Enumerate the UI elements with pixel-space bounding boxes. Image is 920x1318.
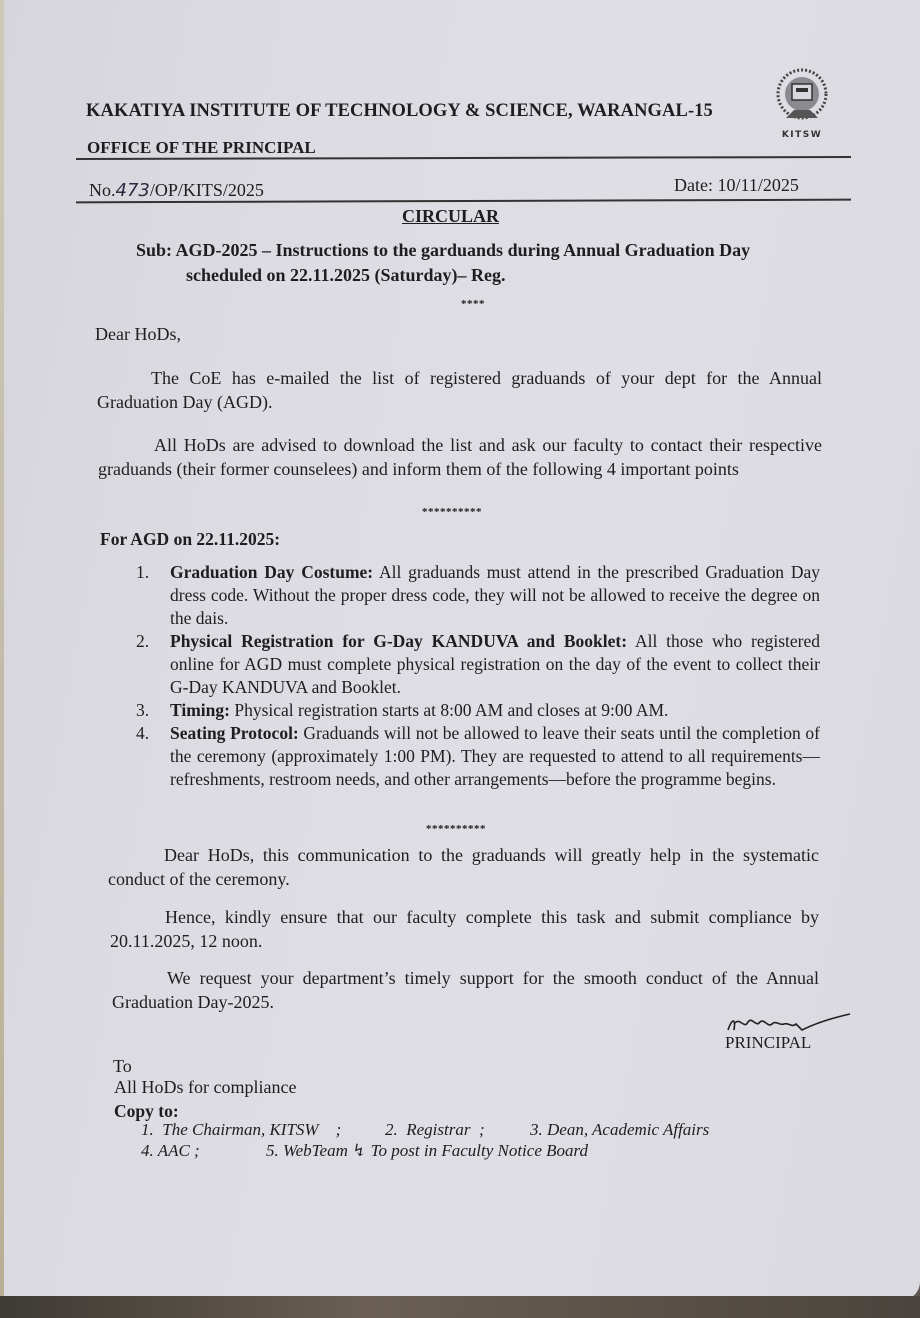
item-number: 2. — [136, 631, 150, 651]
instruction-list — [136, 561, 820, 791]
copy-to-label: Copy to: — [114, 1101, 179, 1121]
instruction-item — [136, 699, 820, 722]
copy-item: 4. AAC ; — [141, 1141, 200, 1160]
ref-handwritten-number: 473 — [115, 180, 150, 201]
item-title: Physical Registration for G-Day KANDUVA and Booklet: — [170, 631, 628, 651]
office-name: OFFICE OF THE PRINCIPAL — [87, 138, 316, 157]
copy-item: 5. WebTeam ↯ To post in Faculty Notice Board — [266, 1141, 588, 1160]
paragraph-communication: Dear HoDs, this communication to the graduands will greatly help in the systematic conduct of the ceremony. — [108, 845, 819, 889]
item-text: Graduands will not be allowed to leave their seats until the completion of the ceremony (approximately 1:00 PM). They are requested to attend to all requirements—refreshments, restroom needs, and other arrangements—before the programme begins. — [170, 723, 820, 789]
paragraph-request: We request your department’s timely support for the smooth conduct of the Annual Graduation Day-2025. — [112, 968, 819, 1012]
copy-list-row-2 — [141, 1141, 588, 1161]
background-surface — [0, 1296, 920, 1318]
date-value: 10/11/2025 — [717, 175, 799, 195]
item-number: 4. — [136, 723, 150, 743]
subject-line-1: Sub: AGD-2025 – Instructions to the garduands during Annual Graduation Day — [136, 240, 751, 260]
item-text: All graduands must attend in the prescribed Graduation Day dress code. Without the proper dress code, they will not be allowed to receive the degree on the dais. — [170, 562, 820, 628]
item-title: Timing: — [170, 700, 230, 720]
points-heading: For AGD on 22.11.2025: — [100, 529, 281, 549]
copy-item: 3. Dean, Academic Affairs — [530, 1120, 710, 1139]
paragraph-coe-email: The CoE has e-mailed the list of registered graduands of your dept for the Annual Graduation Day (AGD). — [97, 368, 822, 412]
reference-number — [89, 180, 264, 201]
paragraph-compliance: Hence, kindly ensure that our faculty complete this task and submit compliance by 20.11.2025, 12 noon. — [110, 907, 819, 951]
logo-text: KITSW — [781, 130, 823, 140]
kitsw-logo-icon — [772, 66, 832, 144]
document-title: CIRCULAR — [402, 206, 500, 226]
instruction-item — [136, 630, 820, 699]
date-label: Date: — [674, 175, 713, 195]
subject-line — [136, 238, 750, 288]
paragraph-hod-advice: All HoDs are advised to download the list and ask our faculty to contact their respective graduands (their former counselees) and inform them of the following 4 important points — [98, 435, 822, 479]
institution-name: KAKATIYA INSTITUTE OF TECHNOLOGY & SCIENCE, WARANGAL-15 — [86, 101, 713, 121]
item-title: Seating Protocol: — [170, 723, 299, 743]
ref-suffix: /OP/KITS/2025 — [149, 180, 264, 200]
separator-long-2: ********** — [426, 823, 486, 835]
subject-line-2: scheduled on 22.11.2025 (Saturday)– Reg. — [186, 265, 506, 285]
item-number: 1. — [136, 562, 150, 582]
copy-list-row-1 — [141, 1120, 709, 1140]
item-number: 3. — [136, 700, 150, 720]
circular-date — [674, 175, 799, 196]
separator-long-1: ********** — [422, 506, 482, 518]
to-recipients: All HoDs for compliance — [114, 1077, 297, 1097]
item-text: All those who registered online for AGD must complete physical registration on the day of the event to collect their G-Day KANDUVA and Booklet. — [170, 631, 820, 697]
copy-item: 2. Registrar ; — [385, 1120, 485, 1139]
item-text: Physical registration starts at 8:00 AM and closes at 9:00 AM. — [229, 700, 669, 720]
signatory-designation: PRINCIPAL — [725, 1033, 812, 1052]
ref-prefix: No. — [89, 180, 116, 200]
copy-item: 1. The Chairman, KITSW ; — [141, 1120, 342, 1139]
separator-short: **** — [461, 298, 485, 310]
item-title: Graduation Day Costume: — [170, 562, 374, 582]
instruction-item — [136, 722, 820, 791]
instruction-item — [136, 561, 820, 630]
salutation: Dear HoDs, — [95, 324, 181, 344]
to-label: To — [113, 1056, 132, 1076]
